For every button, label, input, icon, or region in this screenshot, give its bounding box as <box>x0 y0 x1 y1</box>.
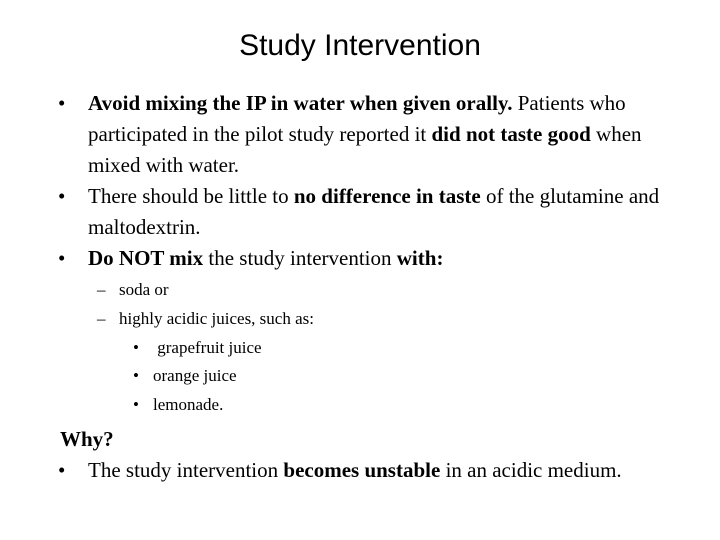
bullet-marker: • <box>133 366 139 385</box>
bullet-text-bold: Avoid mixing the IP in water when given orally. <box>88 91 513 115</box>
bullet-text-bold: with: <box>396 246 444 270</box>
bullet-marker: • <box>58 458 66 482</box>
juice-text: orange juice <box>153 366 237 385</box>
bullet-text: The study intervention <box>88 458 284 482</box>
bullet-marker: • <box>58 184 66 208</box>
bullet-unstable <box>58 455 698 486</box>
bullet-text: the study intervention <box>203 246 397 270</box>
bullet-taste-difference <box>58 181 698 243</box>
juice-text: grapefruit juice <box>153 338 262 357</box>
bullet-marker: • <box>58 246 66 270</box>
bullet-text-bold: did not taste good <box>431 122 591 146</box>
sub-item-text: soda or <box>119 280 169 299</box>
juice-item-grapefruit <box>133 337 262 359</box>
bullet-text: in an acidic medium. <box>440 458 622 482</box>
sub-item-text: highly acidic juices, such as: <box>119 309 314 328</box>
bullet-text-bold: becomes unstable <box>283 458 441 482</box>
bullet-text-bold: Do NOT mix <box>88 246 204 270</box>
slide-title: Study Intervention <box>239 29 481 62</box>
bullet-text: when mixed with water. <box>88 122 642 177</box>
dash-marker: – <box>97 280 106 299</box>
sub-item-soda <box>97 279 169 301</box>
bullet-avoid-mixing <box>58 88 698 181</box>
bullet-text: There should be little to <box>88 184 294 208</box>
juice-item-lemonade <box>133 394 223 416</box>
juice-text: lemonade. <box>153 395 224 414</box>
bullet-text: of the glutamine and maltodextrin. <box>88 184 660 239</box>
bullet-marker: • <box>133 338 139 357</box>
sub-item-acidic-juices <box>97 308 314 330</box>
why-heading: Why? <box>60 427 114 451</box>
bullet-do-not-mix <box>58 243 698 274</box>
bullet-marker: • <box>133 395 139 414</box>
dash-marker: – <box>97 309 106 328</box>
bullet-text-bold: no difference in taste <box>293 184 481 208</box>
bullet-text: Patients who participated in the pilot study reported it <box>88 91 626 146</box>
bullet-marker: • <box>58 91 66 115</box>
juice-item-orange <box>133 365 237 387</box>
